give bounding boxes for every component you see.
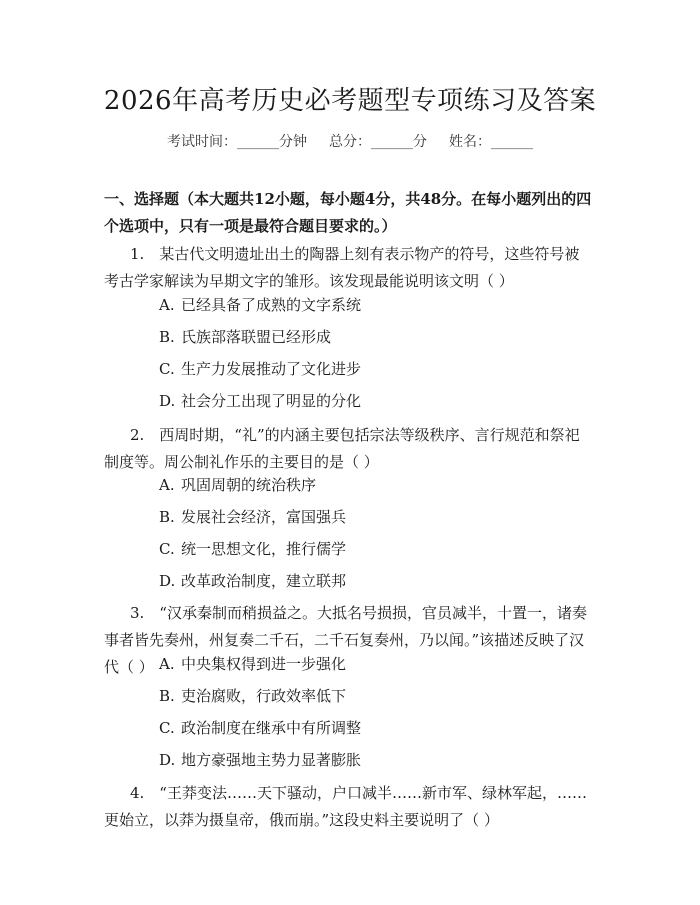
total-score-field: 总分：______分 (329, 134, 427, 150)
option-letter: D. (159, 751, 176, 769)
question-1-option-d (159, 390, 579, 412)
option-letter: B. (159, 508, 175, 526)
section-heading: 一、选择题（本大题共12小题，每小题4分，共48分。在每小题列出的四个选项中，只有一项是最符合题目要求的。） (104, 190, 592, 235)
option-letter: B. (159, 328, 175, 346)
option-letter: A. (159, 476, 175, 494)
question-2-stem: 2. 西周时期，“礼”的内涵主要包括宗法等级秩序、言行规范和祭祀制度等。周公制礼作乐的主要目的是（ ） (104, 426, 580, 471)
option-letter: D. (159, 392, 176, 410)
student-name-field: 姓名：______ (449, 134, 533, 150)
question-2-option-b (159, 506, 579, 528)
page-title: 2026年高考历史必考题型专项练习及答案 (103, 86, 597, 116)
option-letter: C. (159, 719, 175, 737)
option-text: 氏族部落联盟已经形成 (181, 328, 332, 346)
question-2-option-a (159, 474, 579, 496)
option-text: 发展社会经济，富国强兵 (181, 508, 347, 526)
option-letter: C. (159, 360, 175, 378)
exam-time-field: 考试时间：______分钟 (167, 134, 307, 150)
option-text: 中央集权得到进一步强化 (181, 655, 347, 673)
option-letter: B. (159, 687, 175, 705)
question-1-option-a (159, 294, 579, 316)
option-letter: D. (159, 572, 176, 590)
question-3-stem: 3. “汉承秦制而稍损益之。大抵名号损损，官员减半，十置一，诸奏事者皆先奏州，州复奏二千石，二千石复奏州，乃以闻。”该描述反映了汉代（ ） (104, 604, 587, 676)
option-text: 统一思想文化，推行儒学 (181, 540, 347, 558)
question-1-option-c (159, 358, 579, 380)
option-text: 生产力发展推动了文化进步 (181, 360, 362, 378)
option-letter: A. (159, 655, 175, 673)
question-3-option-d (159, 749, 579, 771)
question-1-stem: 1. 某古代文明遗址出土的陶器上刻有表示物产的符号，这些符号被考古学家解读为早期文字的雏形。该发现最能说明该文明（ ） (104, 245, 580, 290)
option-letter: C. (159, 540, 175, 558)
question-4-stem: 4. “王莽变法……天下骚动，户口减半……新市军、绿林军起，……更始立，以莽为摄皇帝，俄而崩。”这段史料主要说明了（ ） (104, 784, 587, 829)
option-text: 吏治腐败，行政效率低下 (181, 687, 347, 705)
question-1-option-b (159, 326, 579, 348)
option-text: 已经具备了成熟的文字系统 (181, 296, 362, 314)
option-text: 改革政治制度，建立联邦 (181, 572, 347, 590)
option-text: 巩固周朝的统治秩序 (181, 476, 317, 494)
option-text: 社会分工出现了明显的分化 (181, 392, 362, 410)
option-letter: A. (159, 296, 175, 314)
question-2-option-c (159, 538, 579, 560)
question-3-option-a (159, 653, 579, 675)
question-3-option-c (159, 717, 579, 739)
exam-info (0, 131, 700, 151)
question-2-option-d (159, 570, 579, 592)
question-3-option-b (159, 685, 579, 707)
option-text: 地方豪强地主势力显著膨胀 (181, 751, 362, 769)
option-text: 政治制度在继承中有所调整 (181, 719, 362, 737)
